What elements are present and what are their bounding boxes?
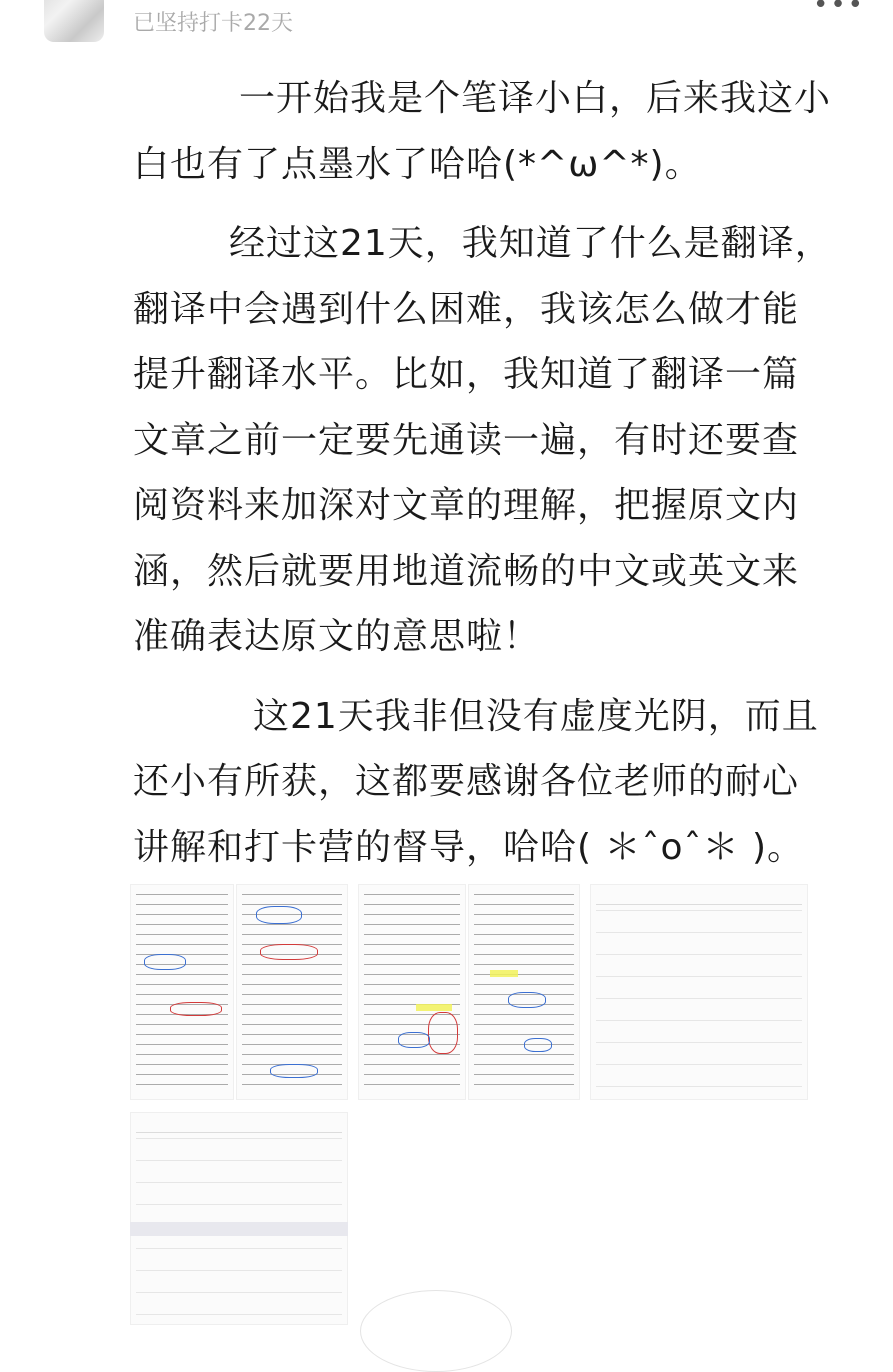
highlight-mark (490, 970, 518, 977)
attachment-thumbnail[interactable] (358, 884, 466, 1100)
document-text-lines (364, 894, 460, 1090)
watermark-shape (360, 1290, 512, 1372)
highlight-mark (416, 1004, 452, 1011)
post-paragraph: 经过这21天，我知道了什么是翻译，翻译中会遇到什么困难，我该怎么做才能提升翻译水平。比如，我知道了翻译一篇文章之前一定要先通读一遍，有时还要查阅资料来加深对文章的理解，把握原文内涵，然后就要用地道流畅的中文或英文来准确表达原文的意思啦！ (133, 223, 832, 657)
handwritten-annotation (170, 1002, 222, 1016)
attachment-thumbnail[interactable] (468, 884, 580, 1100)
handwritten-annotation (256, 906, 302, 924)
handwritten-annotation (508, 992, 546, 1008)
handwritten-annotation (260, 944, 318, 960)
file-list-header (136, 1118, 342, 1133)
post-body (133, 66, 833, 894)
handwritten-annotation (270, 1064, 318, 1078)
post-paragraph: 这21天我非但没有虚度光阴，而且还小有所获，这都要感谢各位老师的耐心讲解和打卡营的督导，哈哈( ＊ˆoˆ＊ )。 (133, 695, 819, 868)
handwritten-annotation (428, 1012, 458, 1054)
checkin-status: 已坚持打卡22天 (133, 11, 293, 36)
attachment-thumbnail[interactable] (130, 884, 234, 1100)
document-text-lines (136, 894, 228, 1090)
document-text-lines (242, 894, 342, 1090)
ellipsis-icon[interactable]: ••• (812, 0, 865, 20)
selected-file-row (130, 1222, 348, 1236)
file-list-header (596, 890, 802, 905)
file-list-rows (596, 910, 802, 1094)
attachment-thumbnail[interactable] (130, 1112, 348, 1325)
attachment-thumbnail[interactable] (236, 884, 348, 1100)
handwritten-annotation (524, 1038, 552, 1052)
handwritten-annotation (398, 1032, 430, 1048)
attachment-thumbnail[interactable] (590, 884, 808, 1100)
handwritten-annotation (144, 954, 186, 970)
post-paragraph: 一开始我是个笔译小白，后来我这小白也有了点墨水了哈哈(*^ω^*)。 (133, 78, 832, 185)
avatar[interactable] (44, 0, 104, 42)
post-header (0, 0, 893, 48)
